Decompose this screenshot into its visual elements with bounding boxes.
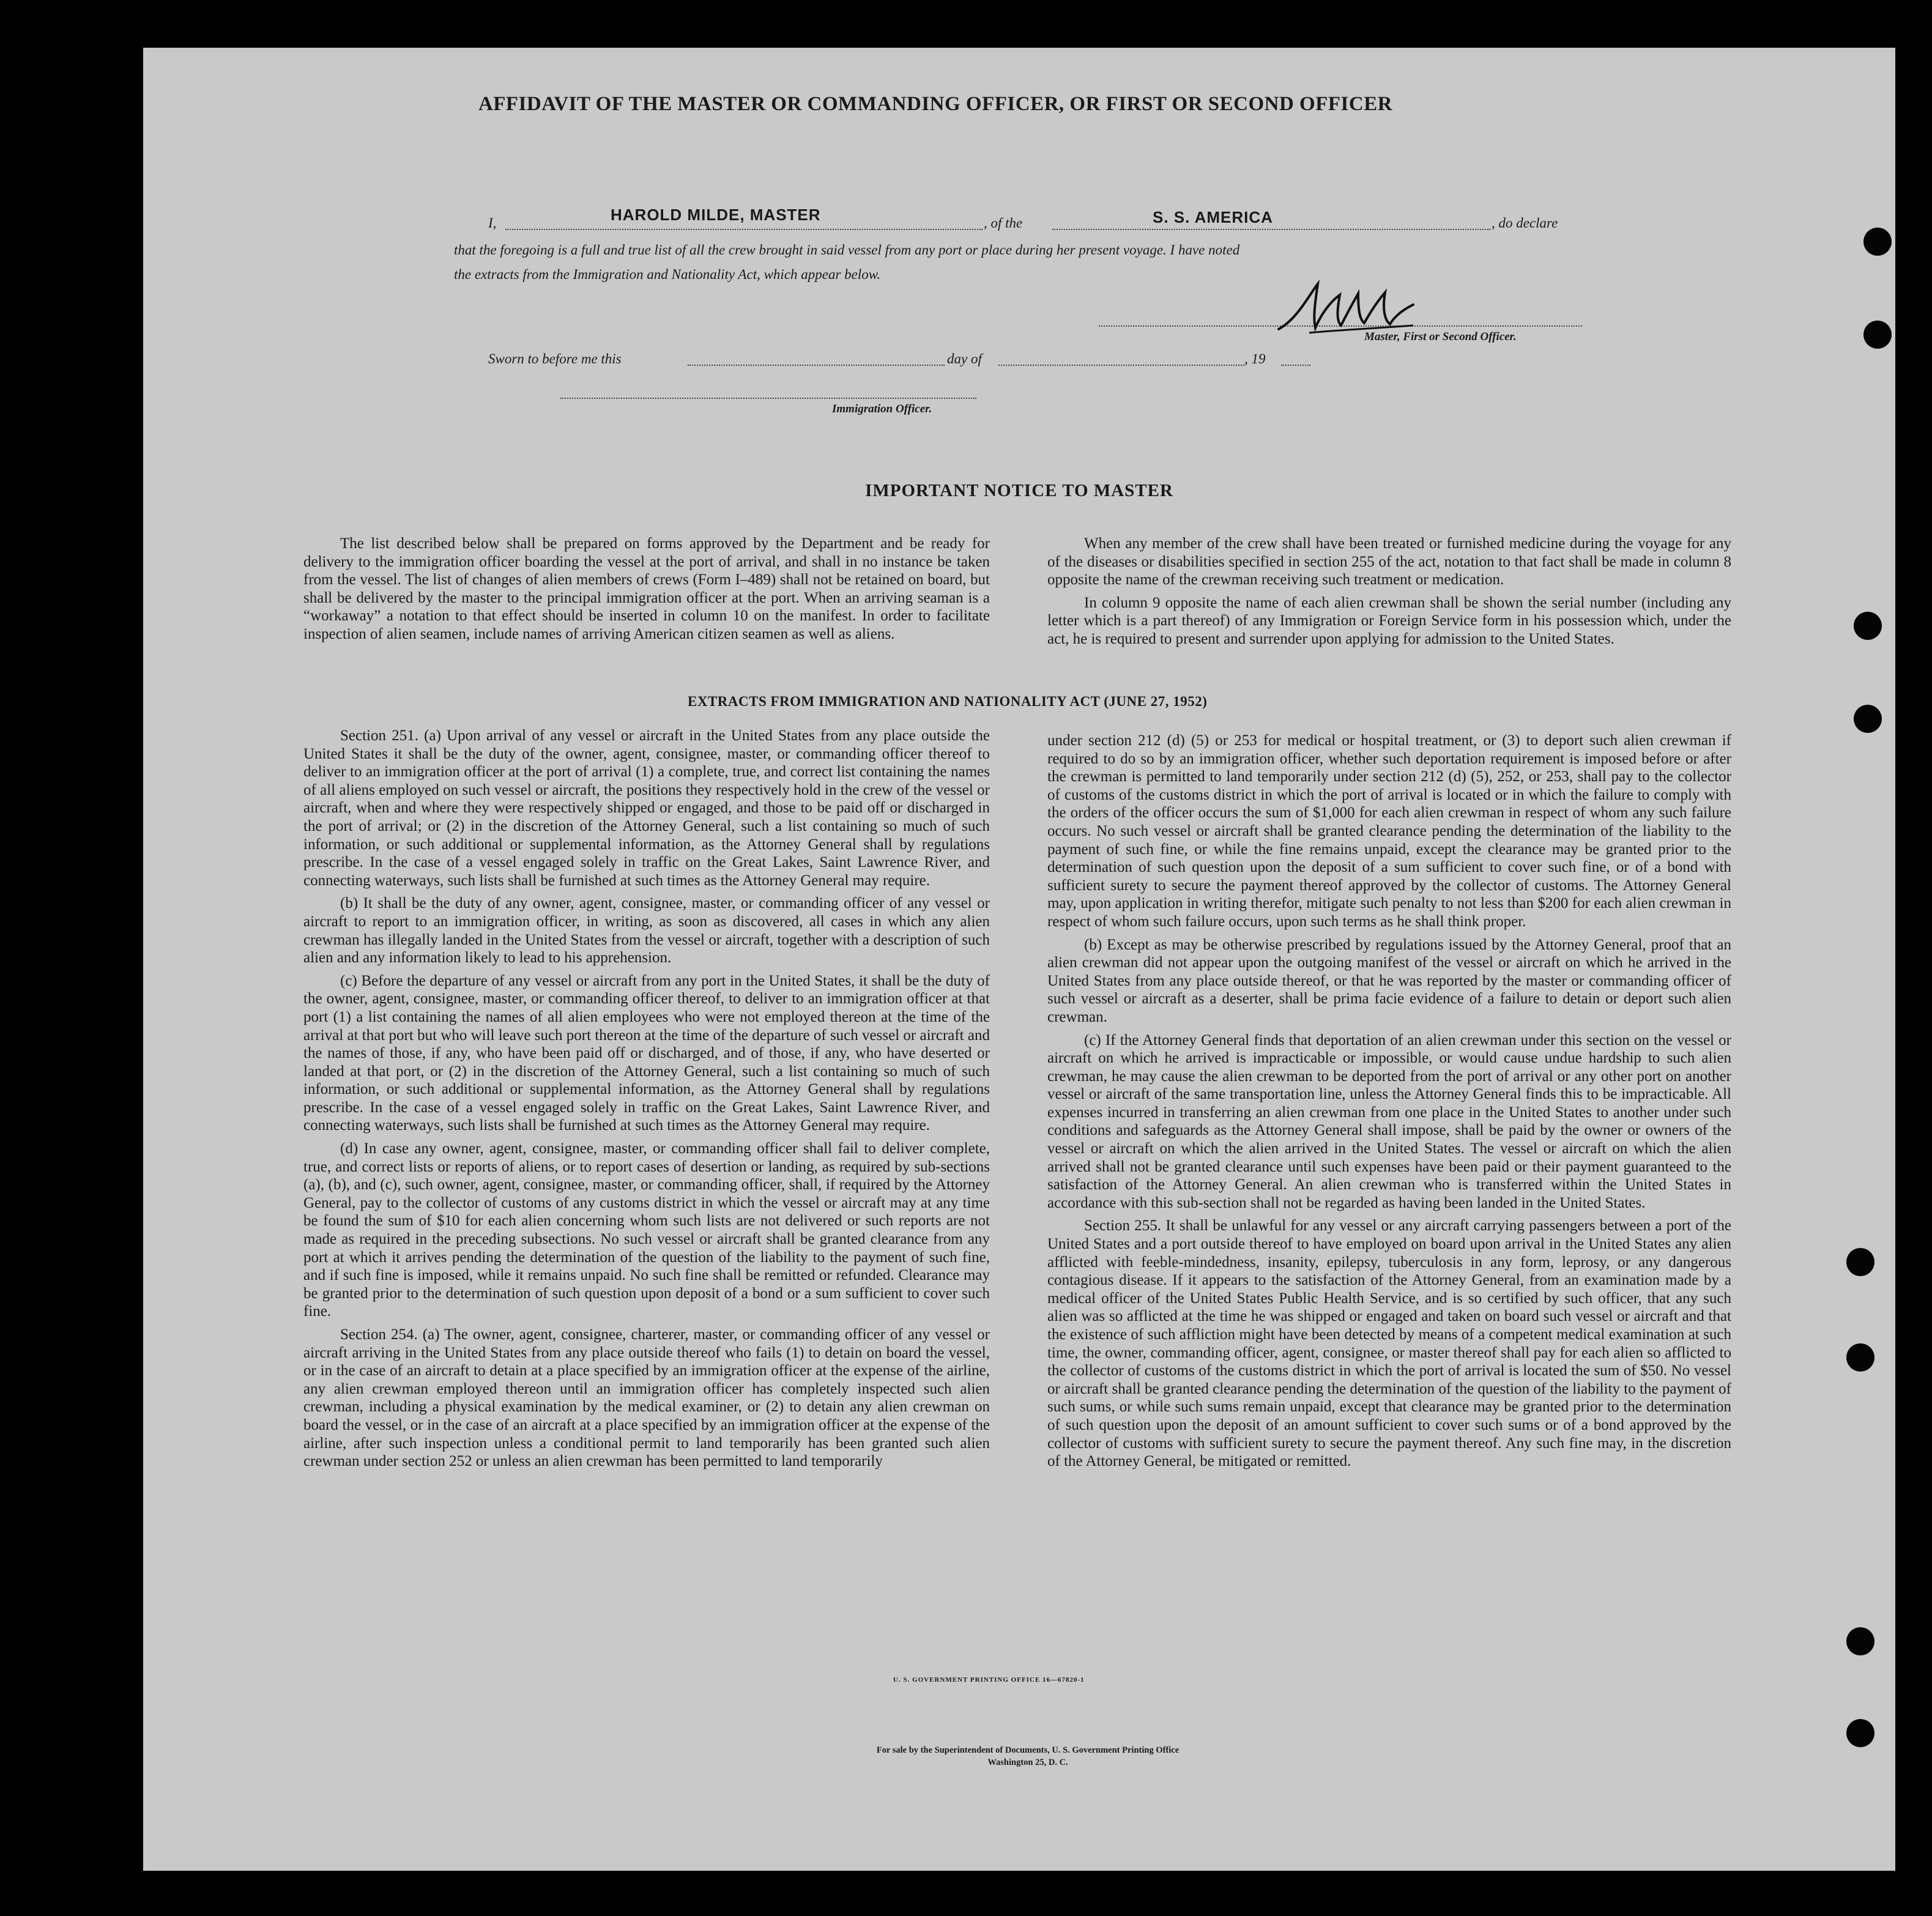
notice-right-paragraph-2: In column 9 opposite the name of each alien crewman shall be shown the serial number (including any letter which is a part thereof) of any Immigration or Foreign Service form in his possession which, under the act, he is required to present and surrender upon applying for admission to the United States. [1047, 594, 1731, 647]
immigration-officer-label: Immigration Officer. [832, 403, 932, 415]
master-name-line [505, 229, 983, 230]
master-name-value: HAROLD MILDE, MASTER [611, 206, 821, 224]
extracts-title: EXTRACTS FROM IMMIGRATION AND NATIONALITY ACT (JUNE 27, 1952) [688, 694, 1208, 709]
notice-left-column [303, 535, 990, 644]
notice-right-paragraph-1: When any member of the crew shall have been treated or furnished medicine during the voyage for any of the diseases or disabilities specified in section 255 of the act, notation to that fact shall be made in column 8 opposite the name of the crewman receiving such treatment or medication. [1047, 535, 1731, 589]
for-sale-line-1: For sale by the Superintendent of Documents, U. S. Government Printing Office [876, 1745, 1180, 1755]
extract-paragraph: under section 212 (d) (5) or 253 for medical or hospital treatment, or (3) to deport such alien crewman if required to do so by an immigration officer, whether such deportation requirement is imposed before or after the crewman is permitted to land temporarily under section 212 (d) (5), 252, or 253, shall pay to the collector of customs of the customs district in which the port of arrival is located or in which the failure to comply with the orders of the officer occurs the sum of $1,000 for each alien crewman in respect of whom any such failure occurs. No such vessel or aircraft shall be granted clearance pending the determination of the liability to the payment of such fine, or while the fine remains unpaid, except the clearance may be granted prior to the determination of such question upon the deposit of a sum sufficient to cover such fine, or of a bond with sufficient surety to secure the payment thereof approved by the collector of customs. The Attorney General may, upon application in writing therefor, mitigate such penalty to not less than $200 for each alien crewman in respect of whom such failure occurs, upon such terms as he shall think proper. [1047, 732, 1731, 930]
extract-paragraph: Section 255. It shall be unlawful for any vessel or any aircraft carrying passengers between a port of the United States and a port outside thereof to have employed on board upon arrival in the United States any alien afflicted with feeble-mindedness, insanity, epilepsy, tuberculosis in any form, leprosy, or any dangerous contagious disease. If it appears to the satisfaction of the Attorney General, from an examination made by a medical officer of the United States Public Health Service, and is so certified by such officer, that any such alien was so afflicted at the time he was shipped or engaged and taken on board such vessel or aircraft and that the existence of such affliction might have been detected by means of a competent medical examination at such time, the owner, commanding officer, agent, consignee, or master thereof shall pay for each alien so afflicted to the collector of customs of the customs district in which the port of arrival is located the sum of $50. No vessel or aircraft shall be granted clearance pending the determination of the question of the liability to the payment of such sums, or while such sums remain unpaid, except that clearance may be granted prior to the determination of such question upon the deposit of an amount sufficient to cover such sums or of a bond approved by the collector of customs with sufficient surety to secure the payment thereof. Any such fine may, in the discretion of the Attorney General, be mitigated or remitted. [1047, 1217, 1731, 1470]
notice-title: IMPORTANT NOTICE TO MASTER [865, 481, 1173, 500]
of-the-label: , of the [984, 215, 1023, 231]
extract-paragraph: (b) Except as may be otherwise prescribed by regulations issued by the Attorney General, proof that an alien crewman did not appear upon the outgoing manifest of the vessel or aircraft on which he arrived in the United States from any place outside thereof, or that he was reported by the master or commanding officer of such vessel or aircraft as a deserter, shall be prima facie evidence of a failure to detain or deport such alien crewman. [1047, 936, 1731, 1025]
immigration-officer-line [560, 398, 976, 399]
extract-paragraph: (c) If the Attorney General finds that deportation of an alien crewman under this section on the vessel or aircraft on which he arrived is impracticable or impossible, or would cause undue hardship to such alien crewman, he may cause the alien crewman to be deported from the port of arrival or any other port on another vessel or aircraft of the same transportation line, unless the Attorney General finds this to be impracticable. All expenses incurred in transferring an alien crewman from one place in the United States to another under such conditions and safeguards as the Attorney General shall impose, shall be paid by the owner or owners of the vessel or aircraft on which the alien arrived in the United States. The vessel or aircraft on which the alien arrived shall not be granted clearance until such expenses have been paid or their payment guaranteed to the satisfaction of the Attorney General. An alien crewman who is transferred within the United States in accordance with this sub-section shall not be regarded as having been landed in the United States. [1047, 1031, 1731, 1211]
sworn-label: Sworn to before me this [488, 351, 622, 366]
sworn-month-line [998, 365, 1244, 366]
extract-paragraph: Section 251. (a) Upon arrival of any vessel or aircraft in the United States from any place outside the United States it shall be the duty of the owner, agent, consignee, master, or commanding officer thereof to deliver to an immigration officer at the port of arrival (1) a complete, true, and correct list containing the names of all aliens employed on such vessel or aircraft, the positions they respectively hold in the crew of the vessel or aircraft, when and where they were respectively shipped or engaged, and those to be paid off or discharged in the port of arrival; or (2) in the discretion of the Attorney General, such a list containing so much of such information, or such additional or supplemental information, as the Attorney General shall by regulations prescribe. In the case of a vessel engaged solely in traffic on the Great Lakes, Saint Lawrence River, and connecting waterways, such lists shall be furnished at such times as the Attorney General may require. [303, 727, 990, 889]
sworn-year-line [1281, 365, 1310, 366]
extracts-right-column [1047, 732, 1731, 1471]
day-of-label: day of [947, 351, 982, 366]
i-label: I, [488, 215, 497, 231]
punch-hole [1863, 228, 1892, 256]
extracts-left-column [303, 727, 990, 1471]
extract-paragraph: Section 254. (a) The owner, agent, consignee, charterer, master, or commanding officer of any vessel or aircraft arriving in the United States from any place outside thereof who fails (1) to detain on board the vessel, or in the case of an aircraft to detain at a place specified by an immigration officer at the expense of the airline, any alien crewman employed thereon until an immigration officer has completely inspected such alien crewman, including a physical examination by the medical examiner, or (2) to detain any alien crewman on board the vessel, or in the case of an aircraft at a place specified by an immigration officer at the expense of the airline, after such inspection unless a conditional permit to land temporarily has been granted such alien crewman under section 252 or unless an alien crewman has been permitted to land temporarily [303, 1326, 990, 1470]
affidavit-line-2: that the foregoing is a full and true list of all the crew brought in said vessel from any port or place during her present voyage. I have noted [454, 242, 1240, 258]
vessel-name-line [1052, 229, 1490, 230]
notice-right-column [1047, 535, 1731, 648]
extract-paragraph: (d) In case any owner, agent, consignee, master, or commanding officer shall fail to deliver complete, true, and correct lists or reports of aliens, or to report cases of desertion or landing, as required by sub-sections (a), (b), and (c), such owner, agent, consignee, master, or commanding officer, shall, if required by the Attorney General, pay to the collector of customs of any customs district in which the vessel or aircraft may at any time be found the sum of $10 for each alien concerning whom such lists are not delivered or such reports are not made as required in the preceding subsections. No such vessel or aircraft shall be granted clearance from any port at which it arrives pending the determination of the question of the liability to the payment of such fine, and if such fine is imposed, while it remains unpaid. No such fine shall be remitted or refunded. Clearance may be granted prior to the determination of such question upon deposit of a bond or a sum sufficient to cover such fine. [303, 1140, 990, 1320]
punch-hole [1846, 1343, 1874, 1372]
punch-hole [1846, 1719, 1874, 1747]
punch-hole [1854, 705, 1882, 733]
punch-hole [1846, 1248, 1874, 1276]
punch-hole [1846, 1627, 1874, 1655]
punch-hole [1854, 612, 1882, 640]
year-label: , 19 [1244, 351, 1266, 366]
extract-paragraph: (c) Before the departure of any vessel or aircraft from any port in the United States, it shall be the duty of the owner, agent, consignee, master, or commanding officer thereof, to deliver to an immigration officer at that port (1) a list containing the names of all alien employees who were not employed thereon at the time of the arrival at that port but who will leave such port thereon at the time of the departure of such vessel or aircraft and the names of those, if any, who have been paid off or discharged, and of those, if any, who have deserted or landed at that port, or (2) in the discretion of the Attorney General, such a list containing so much of such information, or such additional or supplemental information, as the Attorney General shall by regulations prescribe. In the case of a vessel engaged solely in traffic on the Great Lakes, Saint Lawrence River, and connecting waterways, such lists shall be furnished at such times as the Attorney General may require. [303, 972, 990, 1134]
affidavit-title: AFFIDAVIT OF THE MASTER OR COMMANDING OFFICER, OR FIRST OR SECOND OFFICER [478, 93, 1393, 115]
vessel-name-value: S. S. AMERICA [1153, 208, 1273, 226]
for-sale-line-2: Washington 25, D. C. [987, 1758, 1068, 1767]
do-declare-label: , do declare [1492, 215, 1558, 231]
affidavit-line-3: the extracts from the Immigration and Nationality Act, which appear below. [454, 267, 881, 282]
extract-paragraph: (b) It shall be the duty of any owner, agent, consignee, master, or commanding officer of any vessel or aircraft to report to an immigration officer, in writing, as soon as discovered, all cases in which any alien crewman has illegally landed in the United States from the vessel or aircraft, together with a description of such alien and any information likely to lead to his apprehension. [303, 895, 990, 967]
printing-office-code: U. S. GOVERNMENT PRINTING OFFICE 16—67820-1 [893, 1676, 1085, 1684]
punch-hole [1863, 321, 1892, 349]
signature-label: Master, First or Second Officer. [1364, 330, 1517, 343]
sworn-day-line [688, 365, 945, 366]
notice-left-paragraph: The list described below shall be prepared on forms approved by the Department and be ready for delivery to the immigration officer boarding the vessel at the port of arrival, and shall in no instance be taken from the vessel. The list of changes of alien members of crews (Form I–489) shall not be retained on board, but shall be delivered by the master to the principal immigration officer at the port. When an arriving seaman is a “workaway” a notation to that effect should be inserted in column 10 on the manifest. In order to facilitate inspection of alien seamen, include names of arriving American citizen seamen as well as aliens. [303, 535, 990, 642]
